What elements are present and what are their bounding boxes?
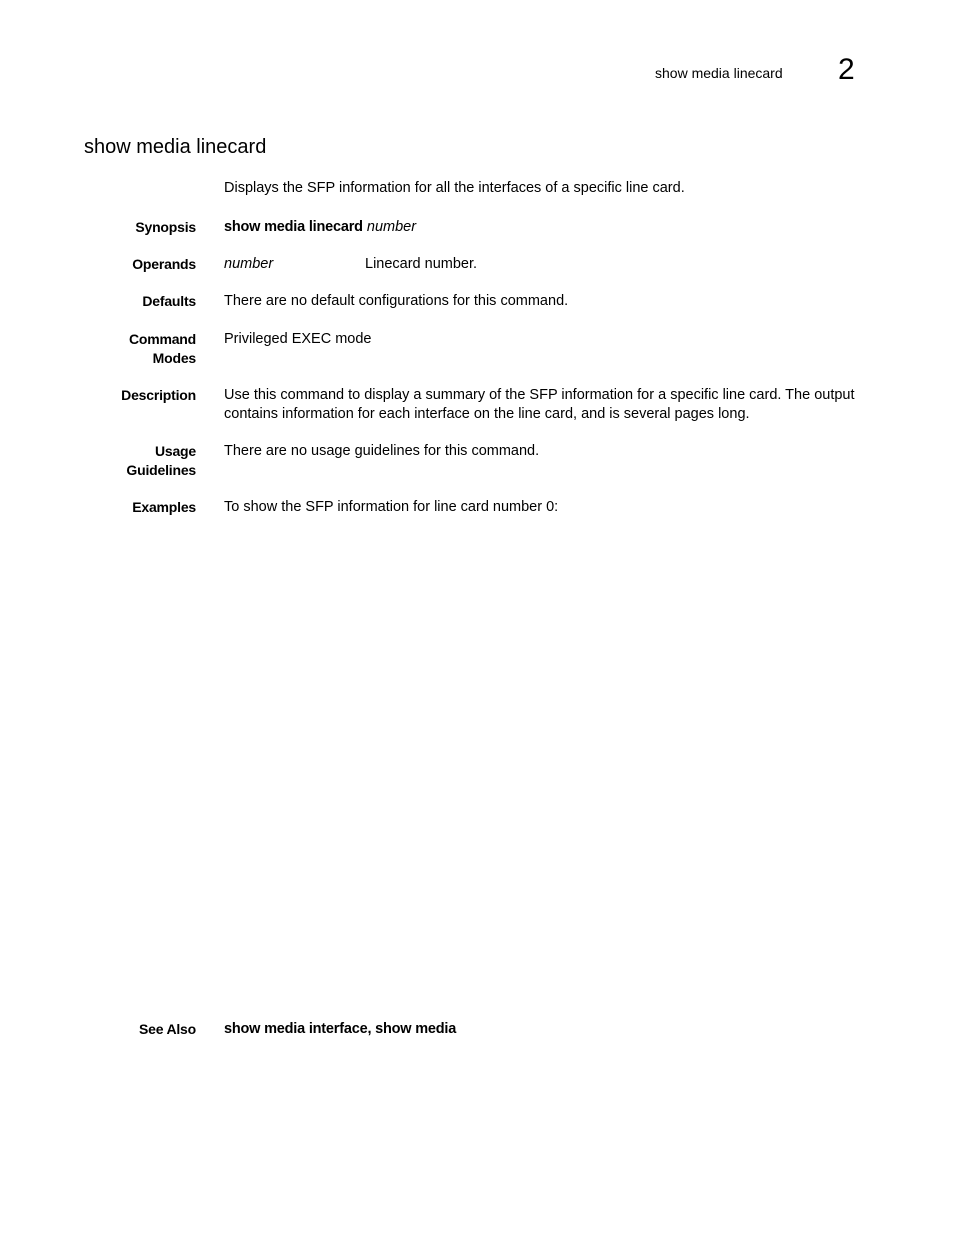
- synopsis-command: show media linecard: [224, 219, 363, 235]
- see-also-links[interactable]: show media interface, show media: [224, 1021, 457, 1037]
- usage-text: There are no usage guidelines for this command.: [224, 443, 540, 459]
- synopsis-label: Synopsis: [135, 219, 196, 235]
- description-line2: contains information for each interface on the line card, and is several pages long.: [224, 406, 750, 422]
- synopsis-text: [224, 218, 874, 237]
- description-line1: Use this command to display a summary of the SFP information for a specific line card. The output: [224, 387, 855, 403]
- defaults-text: There are no default configurations for this command.: [224, 293, 569, 309]
- operand-row: [224, 255, 874, 274]
- command-modes-label-line2: Modes: [152, 350, 196, 366]
- operands-label: Operands: [132, 256, 196, 272]
- examples-label: Examples: [132, 499, 196, 515]
- operand-name: number: [224, 256, 274, 272]
- description-text: [224, 386, 874, 424]
- examples-text: To show the SFP information for line card number 0:: [224, 499, 559, 515]
- command-modes-label: [129, 330, 196, 368]
- synopsis-argument: number: [366, 219, 417, 235]
- intro-text: Displays the SFP information for all the interfaces of a specific line card.: [224, 180, 685, 196]
- chapter-number: 2: [838, 53, 855, 86]
- usage-label-line1: Usage: [154, 443, 196, 459]
- page-title: show media linecard: [84, 136, 267, 158]
- command-modes-text: Privileged EXEC mode: [224, 331, 372, 347]
- defaults-label: Defaults: [142, 293, 196, 309]
- command-modes-label-line1: Command: [128, 331, 196, 347]
- description-label: Description: [121, 387, 196, 403]
- usage-label-line2: Guidelines: [126, 462, 196, 478]
- operand-description: Linecard number.: [365, 256, 478, 272]
- running-header-title: show media linecard: [655, 65, 783, 81]
- usage-label: [126, 442, 196, 480]
- see-also-label: See Also: [138, 1021, 196, 1037]
